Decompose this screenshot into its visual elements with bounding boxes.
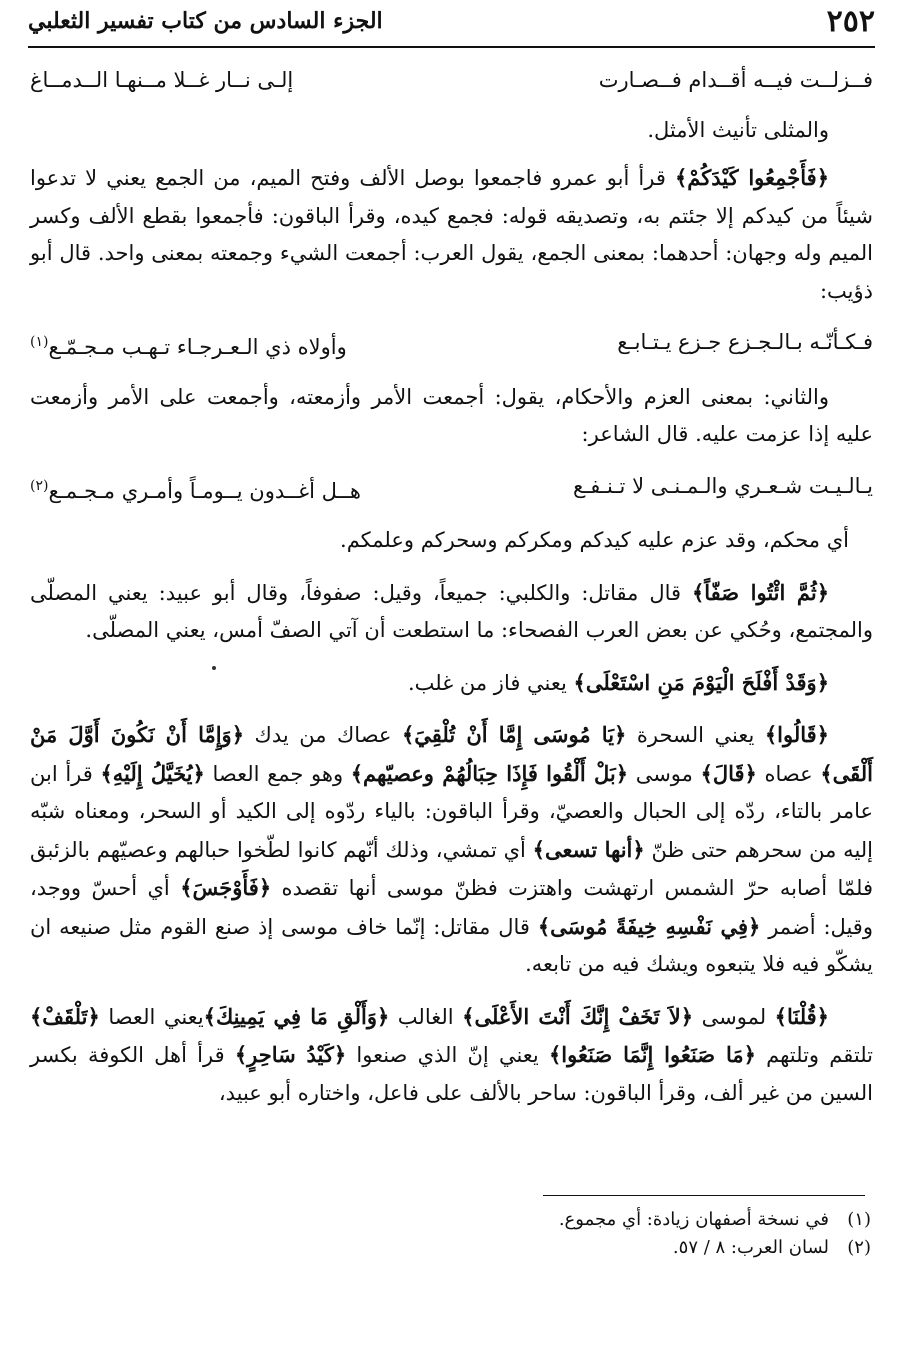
commentary-text: قرأ ابن عامر بالتاء، ردّه إلى الحبال والعصيّ، وقرأ الباقون: بالياء ردّوه إلى الكيد أو السحر، ومعناه شبّه إليه من سحرهم حتى ظنّ [30,761,874,862]
footnote-2 [30,1234,871,1262]
commentary-text: لموسى [693,1004,775,1029]
footnote-separator [543,1195,865,1196]
footnote-1 [30,1206,871,1234]
page-number: ٢٥٢ [826,4,875,39]
header-rule [28,46,875,48]
verse-text: هــل أغــدون يــومـاً وأمـري مـجـمـع [48,478,361,503]
verse-hemistich-first: فـكـأنّـه بـالـجـزع جـزع يـتـابـع [617,330,873,354]
quran-quote: ﴿وَإِمَّا أَنْ نَكُونَ أَوَّلَ مَنْ أَلْقَى﴾ [30,722,873,786]
quran-quote: ﴿قَالُوا﴾ [764,722,829,747]
commentary-text: يعني العصا [99,1004,204,1029]
paragraph-qulna [30,998,873,1113]
commentary-text: أي أحسّ ووجد، وقيل: أضمر [30,876,873,939]
commentary-text: قال مقاتل: والكلبي: جميعاً، وقيل: صفوفاً، وقال أبو عبيد: يعني المصلّى والمجتمع، وحُكي عن بعض العرب الفصحاء: ما استطعت أن آتي الصفّ أمس، يعني المصلّى. [30,580,873,642]
commentary-text: يعني فاز من غلب. [407,670,574,695]
footnote-marker-1[interactable]: (١) [30,334,49,350]
quran-quote: ﴿قَالَ﴾ [700,760,757,786]
quran-quote: ﴿بَلْ أَلْقُوا فَإِذَا حِبَالُهُمْ وعصيّهم﴾ [350,760,629,786]
verse-hemistich-second [30,468,468,511]
verse-hemistich-first: فــزلــت فيــه أقــدام فــصـارت [598,68,873,92]
commentary-text: قال مقاتل: إنّما خاف موسى إذ صنع القوم مثل صنيعه ان يشكّو فيه فلا يتبعوه ويشك فيه من تابعه. [30,914,873,976]
commentary-text: قرأ أهل الكوفة بكسر السين من غير ألف، وقرأ الباقون: ساحر بالألف على فاعل، واختاره أبو عبيد، [30,1043,873,1105]
commentary-text: وهو جمع العصا [204,761,351,786]
verse-line-3 [30,468,873,511]
commentary-text: أي تمشي، وذلك أنّهم كانوا لطّخوا حبالهم وعصيّهم بالزئبق فلمّا أصابه حرّ الشمس ارتهشت واهتزت فظنّ موسى أنها تقصده [30,837,873,900]
verse-line-1 [30,62,873,100]
commentary-text: عصاك من يدك [244,723,402,747]
quran-quote: ﴿وَأَلْقِ مَا فِي يَمِينِكَ﴾ [203,1003,390,1029]
print-speck [212,666,216,670]
footnotes [30,1206,871,1262]
quran-quote: ﴿ثُمَّ ائْتُوا صَفّاً﴾ [691,579,830,605]
verse-line-2 [30,324,873,367]
quran-quote: ﴿مَا صَنَعُوا إِنَّمَا صَنَعُوا﴾ [548,1042,756,1067]
running-title: الجزء السادس من كتاب تفسير الثعلبي [28,8,383,34]
commentary-text: يعني السحرة [626,723,765,747]
paragraph-qalu [30,716,873,984]
paragraph-muhkam: أي محكم، وقد عزم عليه كيدكم ومكركم وسحركم وعلمكم. [340,528,849,552]
commentary-text: عصاه [756,761,821,786]
paragraph-fajmiu [30,159,873,310]
paragraph-second-meaning: والثاني: بمعنى العزم والأحكام، يقول: أجمعت الأمر وأزمعته، وأجمعت على الأمر وأزمعت عليه إذا عزمت عليه. قال الشاعر: [30,384,873,446]
verse-hemistich-second: إلـى نــار غــلا مــنهـا الــدمــاغ [30,68,294,92]
quran-quote: ﴿فَأَوْجَسَ﴾ [180,875,272,900]
paragraph-aflaha [30,664,873,703]
quran-quote: ﴿فَأَجْمِعُوا كَيْدَكُمْ﴾ [674,165,830,190]
paragraph-amthal: والمثلى تأنيث الأمثل. [647,117,829,142]
footnote-marker-2[interactable]: (٢) [30,477,49,494]
quran-quote: ﴿لاَ تَخَفْ إِنَّكَ أَنْتَ الأَعْلَى﴾ [462,1003,694,1029]
commentary-text: الغالب [389,1004,463,1029]
quran-quote: ﴿كَيْدُ سَاحِرٍ﴾ [234,1042,347,1067]
quran-quote: ﴿يُخَيَّلُ إِلَيْهِ﴾ [100,760,205,786]
verse-hemistich-second [30,324,468,367]
quran-quote: ﴿أنها تسعى﴾ [532,836,645,862]
verse-text: وأولاه ذي الـعـرجـاء تـهـب مـجـمّـع [48,335,347,359]
commentary-text: موسى [628,761,701,786]
commentary-text: قرأ أبو عمرو فاجمعوا بوصل الألف وفتح الميم، من الجمع يعني لا تدعوا شيئاً من كيدكم إلا جئتم به، وتصديقه قوله: فجمع كيده، وقرأ الباقون: فأجمعوا بقطع الألف وكسر الميم وله وجهان: أحدهما: بمعنى الجمع، يقول العرب: أجمعت الشيء وجمعته بمعنى واحد. قال أبو ذؤيب: [30,166,873,303]
footnote-text: لسان العرب: ٨ / ٥٧. [672,1237,829,1258]
quran-quote: ﴿يَا مُوسَى إِمَّا أَنْ تُلْقِيَ﴾ [401,722,627,747]
quran-quote: ﴿قُلْنَا﴾ [774,1003,829,1029]
page-header [28,4,875,44]
page-content [30,58,873,1126]
footnote-number: (١) [847,1209,871,1230]
footnote-number: (٢) [847,1237,871,1258]
commentary-text: يعني إنّ الذي صنعوا [346,1043,549,1067]
verse-hemistich-first: يـالـيـت شـعـري والـمـنـى لا تـنـفـع [572,473,873,498]
quran-quote: ﴿فِي نَفْسِهِ خِيفَةً مُوسَى﴾ [537,913,761,939]
commentary-text: تلتقم وتلتهم [755,1043,874,1067]
quran-quote: ﴿وَقَدْ أَفْلَحَ الْيَوْمَ مَنِ اسْتَعْلَى﴾ [573,669,829,695]
paragraph-suffa [30,574,873,650]
quran-quote: ﴿تَلْقَفْ﴾ [30,1003,100,1029]
footnote-text: في نسخة أصفهان زيادة: أي مجموع. [558,1209,829,1230]
